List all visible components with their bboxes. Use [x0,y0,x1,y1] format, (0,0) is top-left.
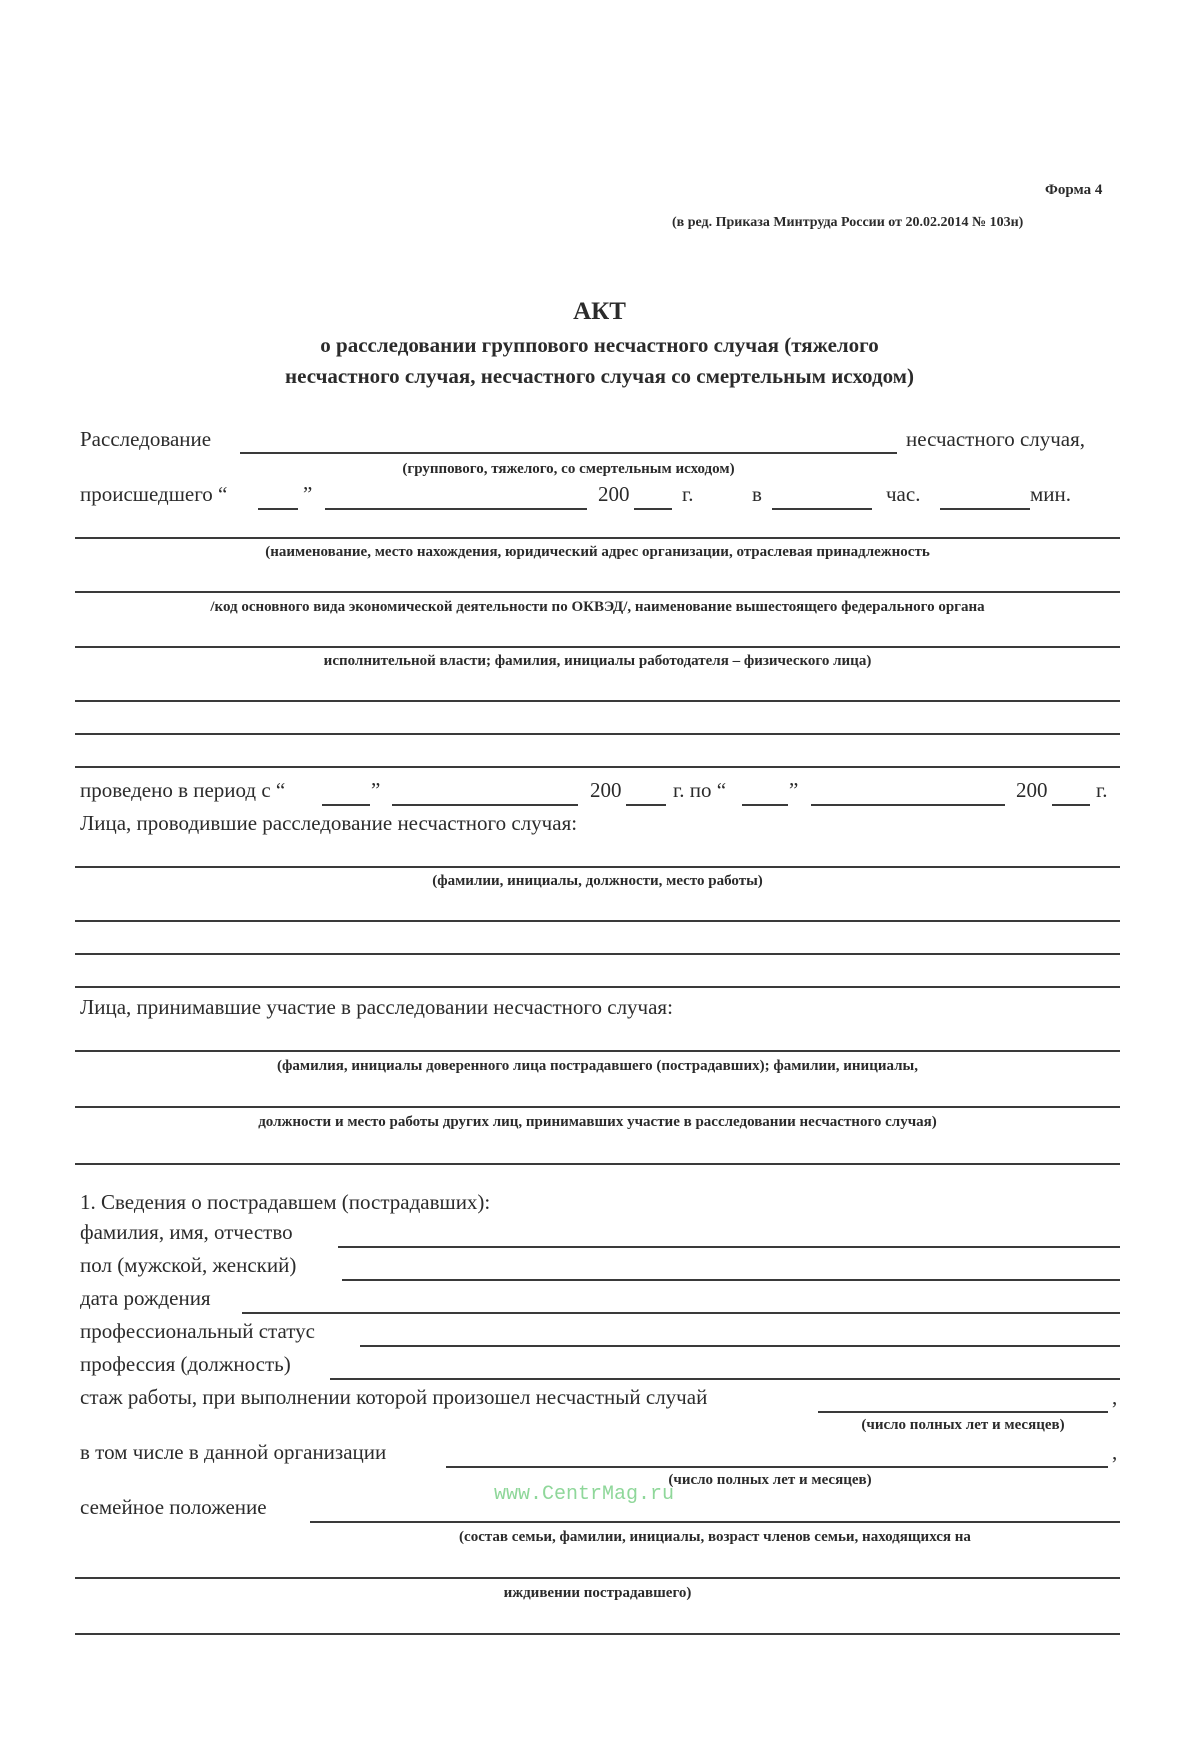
occurred-month-field[interactable] [325,508,587,510]
family-field-3[interactable] [75,1633,1120,1635]
participants-field-3[interactable] [75,1163,1120,1165]
title-line-1: о расследовании группового несчастного случая (тяжелого [320,333,879,357]
family-field-2[interactable] [75,1577,1120,1579]
occurred-at-label: в [752,482,762,506]
title-line-2: несчастного случая, несчастного случая со смертельным исходом) [285,364,914,388]
organization-field-5[interactable] [75,733,1120,735]
work-experience-caption: (число полных лет и месяцев) [861,1417,1065,1433]
participants-label: Лица, принимавшие участие в расследовании несчастного случая: [80,995,673,1019]
period-label: проведено в период с “ [80,778,286,802]
period-end-month-field[interactable] [811,804,1005,806]
period-start-month-field[interactable] [392,804,578,806]
form-number: Форма 4 [1045,182,1103,198]
sex-field[interactable] [342,1279,1120,1281]
hour-label: час. [886,482,921,506]
work-experience-comma: , [1112,1385,1118,1409]
profession-field[interactable] [330,1378,1120,1380]
family-status-field[interactable] [310,1521,1120,1523]
organization-field-6[interactable] [75,766,1120,768]
birth-date-label: дата рождения [80,1286,211,1310]
period-end-year-field[interactable] [1052,804,1090,806]
in-org-field[interactable] [446,1466,1108,1468]
investigation-label: Расследование [80,427,212,451]
section-1-heading: 1. Сведения о пострадавшем (пострадавших): [80,1190,491,1214]
birth-date-field[interactable] [242,1312,1120,1314]
occurred-year-suffix: г. [682,482,694,506]
family-status-label: семейное положение [80,1495,267,1519]
period-start-year-field[interactable] [626,804,666,806]
sex-label: пол (мужской, женский) [80,1253,297,1277]
investigators-field-3[interactable] [75,953,1120,955]
organization-field-4[interactable] [75,700,1120,702]
period-to-label: г. по “ [673,778,727,802]
investigators-caption: (фамилии, инициалы, должности, место работы) [432,873,763,889]
family-caption-1: (состав семьи, фамилии, инициалы, возраст членов семьи, находящихся на [459,1529,971,1545]
organization-field-3[interactable] [75,646,1120,648]
investigators-label: Лица, проводившие расследование несчастного случая: [80,811,578,835]
period-start-day-field[interactable] [322,804,370,806]
profession-label: профессия (должность) [80,1352,291,1376]
period-start-year-prefix: 200 [590,778,622,802]
work-experience-label: стаж работы, при выполнении которой произошел несчастный случай [80,1385,708,1409]
investigators-field-2[interactable] [75,920,1120,922]
occurred-hour-field[interactable] [772,508,872,510]
work-experience-field[interactable] [818,1411,1108,1413]
full-name-field[interactable] [338,1246,1120,1248]
organization-caption-1: (наименование, место нахождения, юридический адрес организации, отраслевая принадлежность [265,544,930,560]
organization-field-1[interactable] [75,537,1120,539]
minute-label: мин. [1030,482,1072,506]
organization-field-2[interactable] [75,591,1120,593]
watermark: www.CentrMag.ru [494,1483,675,1506]
organization-caption-3: исполнительной власти; фамилия, инициалы работодателя – физического лица) [323,653,872,669]
participants-caption-1: (фамилия, инициалы доверенного лица пострадавшего (пострадавших); фамилии, инициалы, [276,1058,918,1074]
occurred-day-field[interactable] [258,508,298,510]
accident-type-field[interactable] [240,452,897,454]
investigators-field-4[interactable] [75,986,1120,988]
occurred-year-field[interactable] [634,508,672,510]
in-org-caption: (число полных лет и месяцев) [668,1472,872,1488]
participants-field-2[interactable] [75,1106,1120,1108]
occurred-year-prefix: 200 [598,482,630,506]
occurred-minute-field[interactable] [940,508,1030,510]
occurred-quote-close: ” [303,482,313,506]
participants-caption-2: должности и место работы других лиц, принимавших участие в расследовании несчастного случая) [258,1114,937,1130]
prof-status-label: профессиональный статус [80,1319,315,1343]
organization-caption-2: /код основного вида экономической деятельности по ОКВЭД/, наименование вышестоящего федерального органа [210,599,985,615]
in-org-label: в том числе в данной организации [80,1440,387,1464]
period-quote-close-2: ” [789,778,799,802]
period-quote-close-1: ” [371,778,381,802]
family-caption-2: иждивении пострадавшего) [503,1585,692,1601]
investigators-field-1[interactable] [75,866,1120,868]
period-end-year-prefix: 200 [1016,778,1048,802]
accident-label: несчастного случая, [906,427,1086,451]
accident-type-caption: (группового, тяжелого, со смертельным исходом) [402,461,735,477]
prof-status-field[interactable] [360,1345,1120,1347]
in-org-comma: , [1112,1440,1118,1464]
participants-field-1[interactable] [75,1050,1120,1052]
period-end-year-suffix: г. [1096,778,1108,802]
full-name-label: фамилия, имя, отчество [80,1220,293,1244]
occurred-label: происшедшего “ [80,482,228,506]
document-title: АКТ [573,298,626,325]
period-end-day-field[interactable] [742,804,788,806]
edition-note: (в ред. Приказа Минтруда России от 20.02.2014 № 103н) [672,215,1024,230]
